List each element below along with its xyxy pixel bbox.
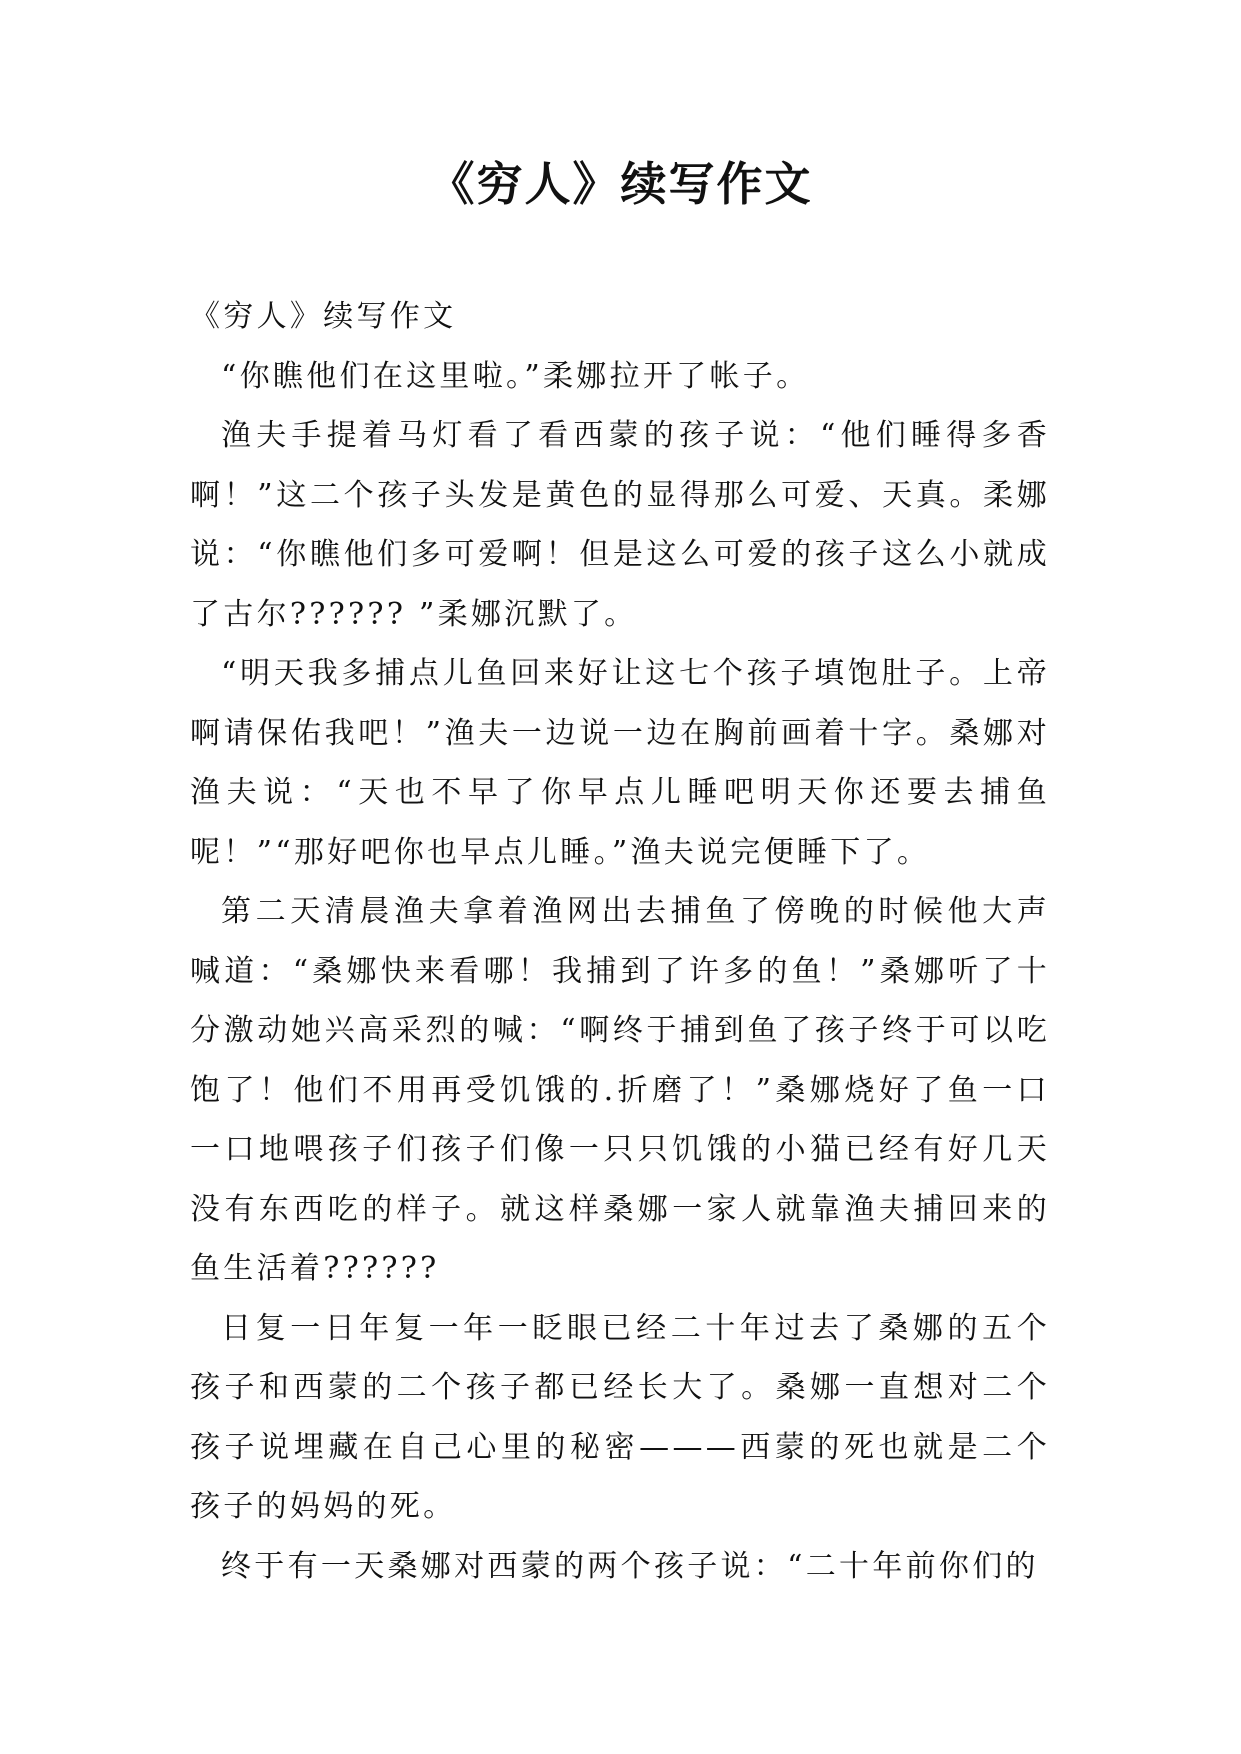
paragraph: 终于有一天桑娜对西蒙的两个孩子说：“二十年前你们的 (221, 1548, 1039, 1584)
paragraph: 渔夫手提着马灯看了看西蒙的孩子说：“他们睡得多香啊！”这二个孩子头发是黄色的显得那么可爱、天真。柔娜说：“你瞧他们多可爱啊！但是这么可爱的孩子这么小就成了古尔?????? ”柔娜沉默了。 (190, 418, 1050, 632)
paragraph-heading: 《穷人》续写作文 (190, 299, 457, 334)
paragraph: “明天我多捕点儿鱼回来好让这七个孩子填饱肚子。上帝啊请保佑我吧！”渔夫一边说一边在胸前画着十字。桑娜对渔夫说：“天也不早了你早点儿睡吧明天你还要去捕鱼呢！”“那好吧你也早点儿睡。”渔夫说完便睡下了。 (190, 656, 1050, 870)
document-body (190, 287, 1050, 1596)
paragraph: “你瞧他们在这里啦。”柔娜拉开了帐子。 (221, 358, 810, 394)
page-title: 《穷人》续写作文 (428, 157, 813, 211)
paragraph: 第二天清晨渔夫拿着渔网出去捕鱼了傍晚的时候他大声喊道：“桑娜快来看哪！我捕到了许多的鱼！”桑娜听了十分激动她兴高采烈的喊：“啊终于捕到鱼了孩子终于可以吃饱了！他们不用再受饥饿的.折磨了！”桑娜烧好了鱼一口一口地喂孩子们孩子们像一只只饥饿的小猫已经有好几天没有东西吃的样子。就这样桑娜一家人就靠渔夫捕回来的鱼生活着?????? (190, 894, 1050, 1286)
paragraph: 日复一日年复一年一眨眼已经二十年过去了桑娜的五个孩子和西蒙的二个孩子都已经长大了。桑娜一直想对二个孩子说埋藏在自己心里的秘密———西蒙的死也就是二个孩子的妈妈的死。 (190, 1310, 1050, 1524)
